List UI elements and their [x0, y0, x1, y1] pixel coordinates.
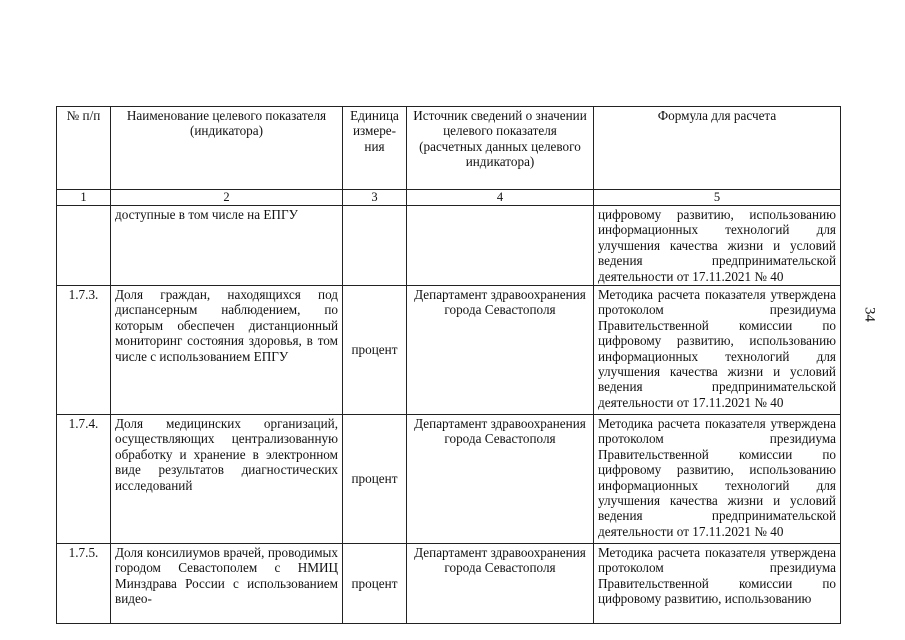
row-unit	[343, 206, 407, 286]
row-source: Департамент здравоохранения города Севастополя	[407, 544, 594, 624]
column-number: 1	[57, 190, 111, 206]
row-name: доступные в том числе на ЕПГУ	[111, 206, 343, 286]
row-num	[57, 206, 111, 286]
row-num: 1.7.3.	[57, 286, 111, 415]
row-formula: цифровому развитию, использованию информационных технологий для улучшения качества жизни и условий ведения предпринимательской деятельности от 17.11.2021 № 40	[594, 206, 841, 286]
row-unit: процент	[343, 544, 407, 624]
row-formula: Методика расчета показателя утверждена протоколом президиума Правительственной комиссии по цифровому развитию, использованию информационных технологий для улучшения качества жизни и условий ведения предпринимательской деятельности от 17.11.2021 № 40	[594, 286, 841, 415]
header-source: Источник сведений о значении целевого показателя (расчетных данных целевого индикатора)	[407, 107, 594, 190]
column-number: 3	[343, 190, 407, 206]
header-unit: Единица измере-ния	[343, 107, 407, 190]
column-number: 4	[407, 190, 594, 206]
table-row	[57, 415, 841, 544]
row-name: Доля граждан, находящихся под диспансерным наблюдением, по которым обеспечен дистанционный мониторинг состояния здоровья, в том числе с использованием ЕПГУ	[111, 286, 343, 415]
row-formula: Методика расчета показателя утверждена протоколом президиума Правительственной комиссии по цифровому развитию, использованию информационных технологий для улучшения качества жизни и условий ведения предпринимательской деятельности от 17.11.2021 № 40	[594, 415, 841, 544]
indicator-table	[56, 106, 841, 624]
row-formula: Методика расчета показателя утверждена протоколом президиума Правительственной комиссии по цифровому развитию, использованию	[594, 544, 841, 624]
row-unit: процент	[343, 415, 407, 544]
row-num: 1.7.4.	[57, 415, 111, 544]
table-row	[57, 286, 841, 415]
column-number: 5	[594, 190, 841, 206]
row-source	[407, 206, 594, 286]
header-num: № п/п	[57, 107, 111, 190]
column-number-row	[57, 190, 841, 206]
row-source: Департамент здравоохранения города Севастополя	[407, 286, 594, 415]
row-name: Доля медицинских организаций, осуществляющих централизованную обработку и хранение в электронном виде результатов диагностических исследований	[111, 415, 343, 544]
header-name: Наименование целевого показателя (индикатора)	[111, 107, 343, 190]
row-source: Департамент здравоохранения города Севастополя	[407, 415, 594, 544]
header-formula: Формула для расчета	[594, 107, 841, 190]
table-row	[57, 544, 841, 624]
table-row	[57, 206, 841, 286]
row-name: Доля консилиумов врачей, проводимых городом Севастополем с НМИЦ Минздрава России с использованием видео-	[111, 544, 343, 624]
page-number: 34	[861, 307, 878, 322]
row-unit: процент	[343, 286, 407, 415]
row-num: 1.7.5.	[57, 544, 111, 624]
column-number: 2	[111, 190, 343, 206]
table-header-row	[57, 107, 841, 190]
